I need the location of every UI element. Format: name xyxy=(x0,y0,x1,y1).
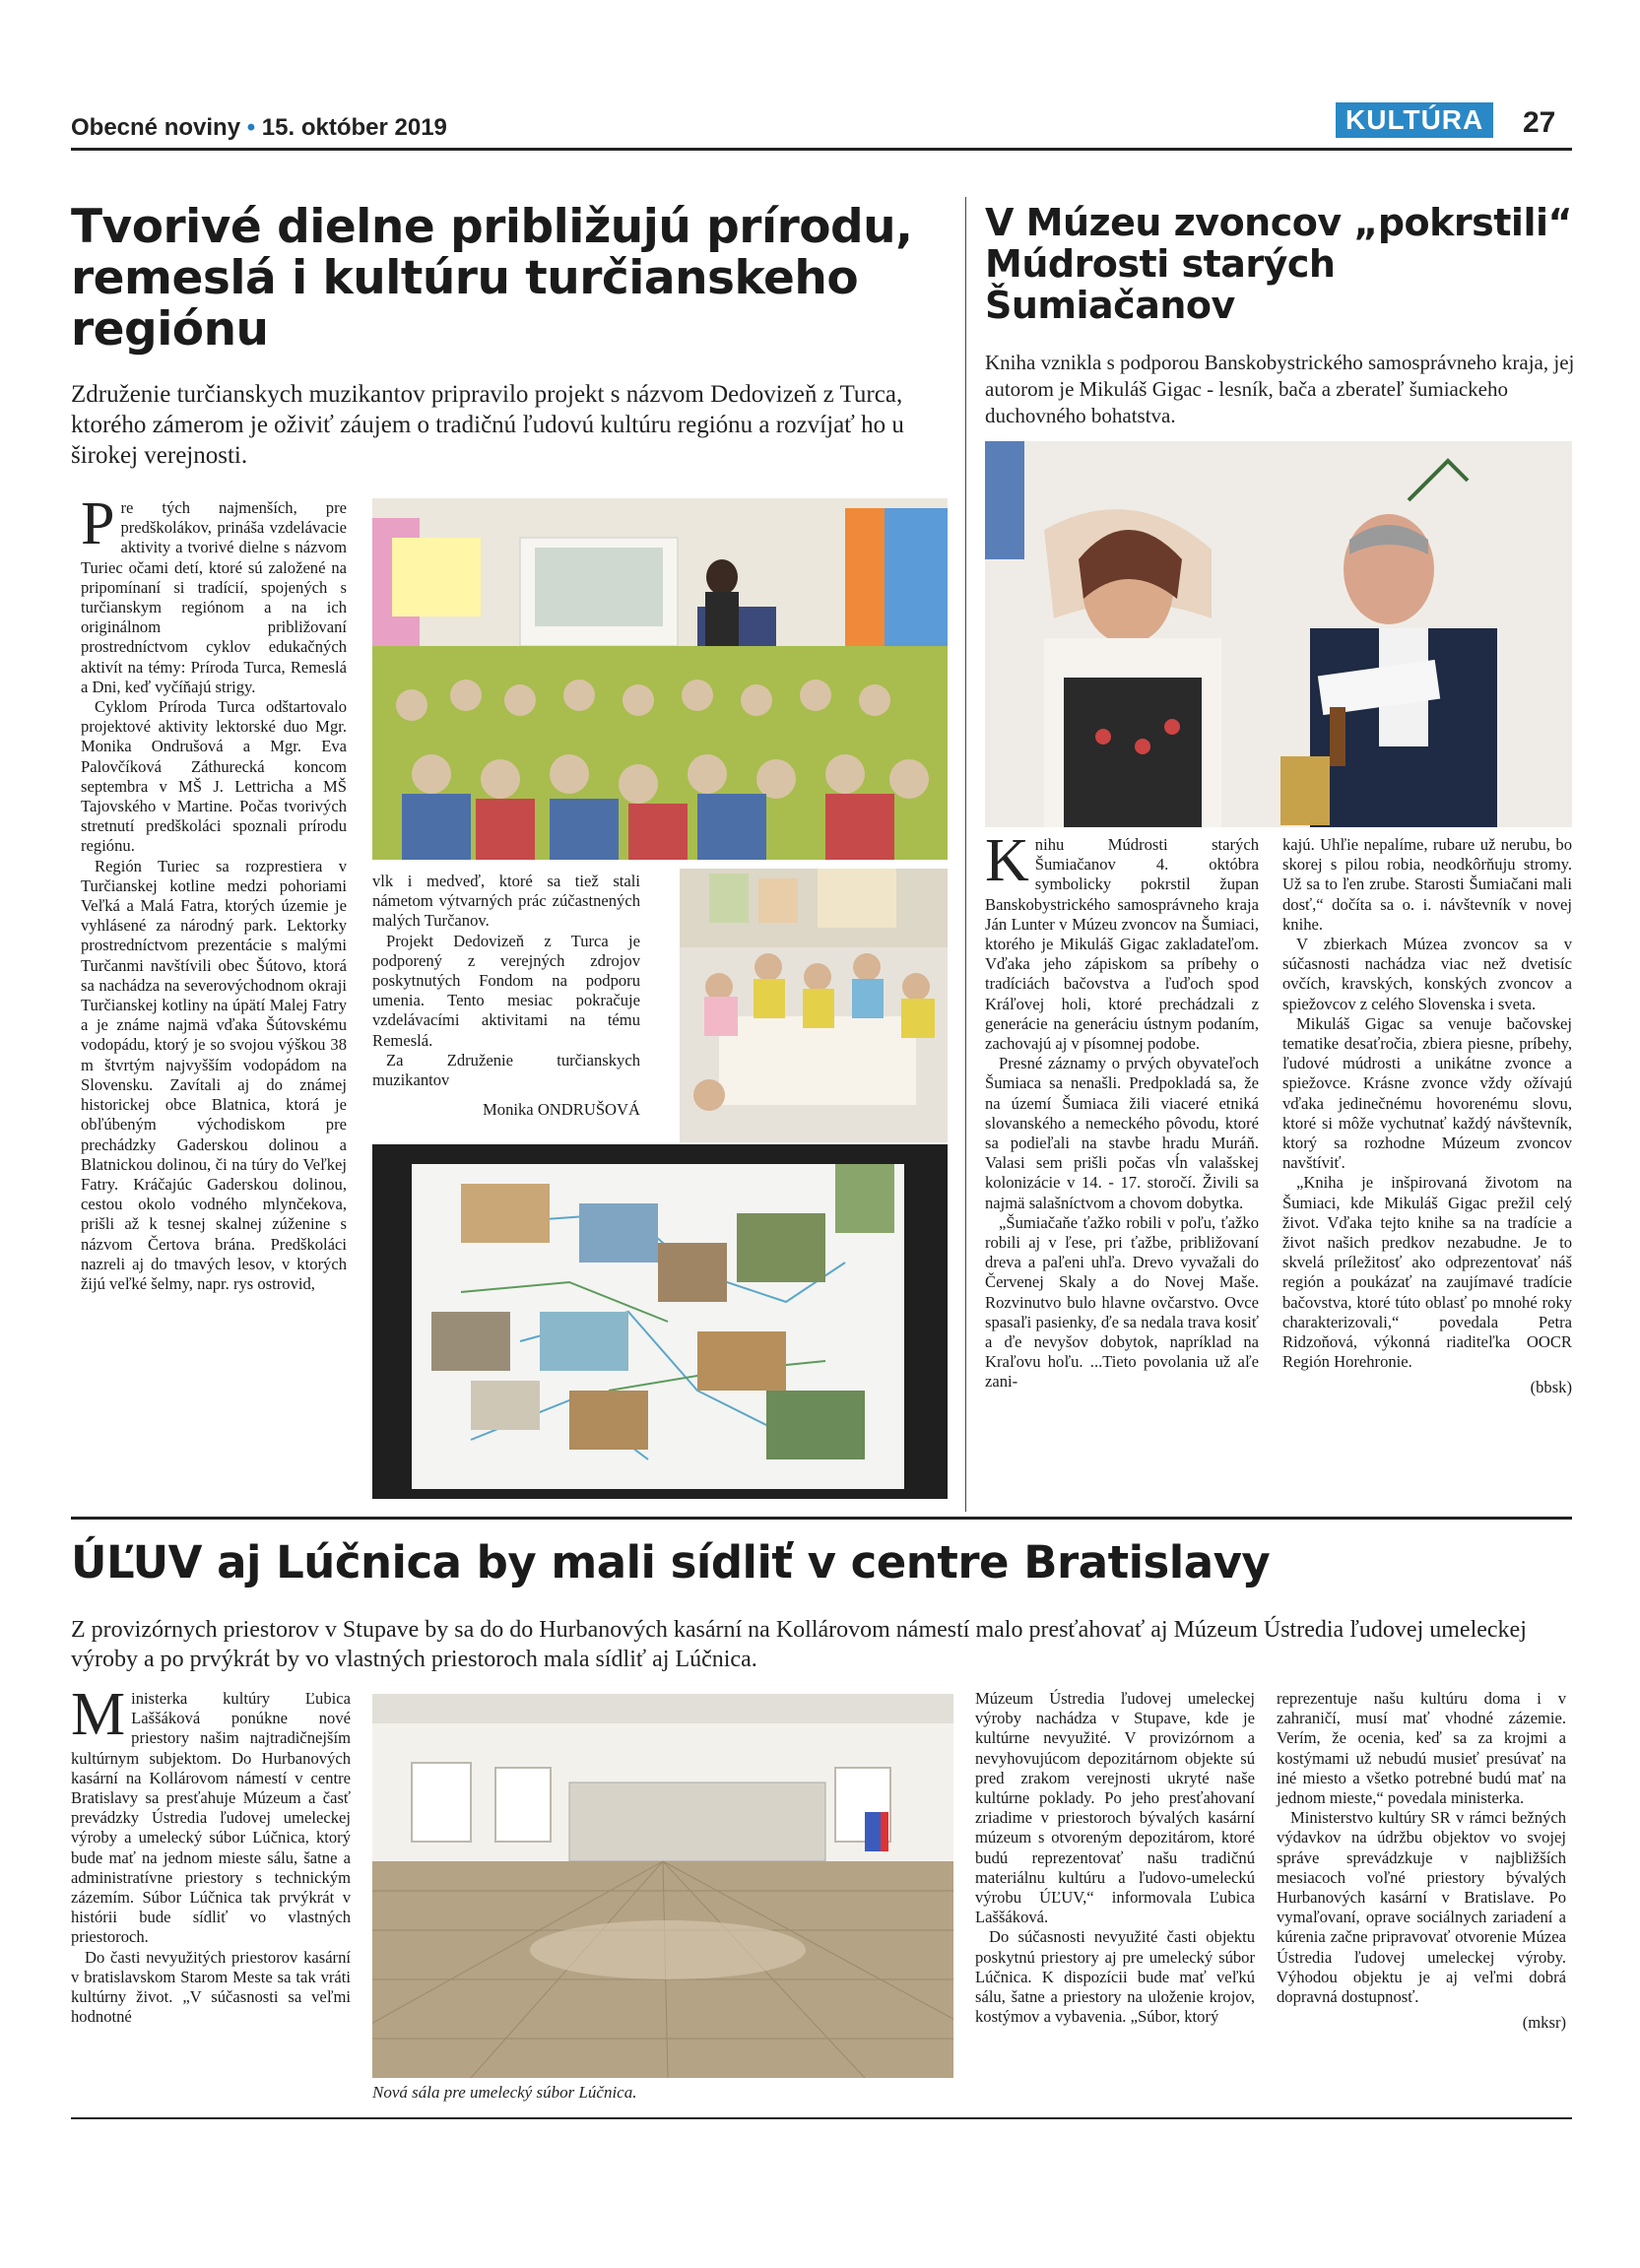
paragraph: vlk i medveď, ktoré sa tiež stali námetom výtvarných prác zúčastnených malých Turčanov. xyxy=(372,872,640,931)
paper-name: Obecné noviny xyxy=(71,114,241,141)
section-rule xyxy=(71,1517,1572,1520)
article3-lead: Z provizórnych priestorov v Stupave by sa do do Hurbanových kasární na Kollárovom námestí malo presťahovať aj Múzeum Ústredia ľudovej umeleckej výroby a po prvýkrát by vo vlastných priestoroch mala sídliť aj Lúčnica. xyxy=(71,1617,1527,1672)
separator-dot: • xyxy=(246,114,262,141)
photo-caption: Nová sála pre umelecký súbor Lúčnica. xyxy=(372,2083,637,2102)
book-christening-photo xyxy=(985,441,1572,827)
article1-title: Tvorivé dielne približujú prírodu, remeslá i kultúru turčianskeho regiónu xyxy=(71,200,913,356)
paragraph: reprezentuje našu kultúru doma i v zahraničí, musí mať vhodné zázemie. Verím, že ocenia, keď sa za krojmi a kostýmami už nebudú musieť presúvať na iné miesto a všetko potrebné budú mať na jednom mieste,“ povedala ministerka. xyxy=(1277,1689,1566,1808)
article2-col1 xyxy=(985,827,1259,1393)
paragraph: Projekt Dedovizeň z Turca je podporený z verejných zdrojov poskytnutých Fondom na podporu umenia. Tento mesiac pokračuje vzdelávacími aktivitami na tému Remeslá. xyxy=(372,931,640,1050)
paragraph: Región Turiec sa rozprestiera v Turčianskej kotline medzi pohoriami Veľká a Malá Fatra, ktorých územie je vyhlásené za národný park. Lektorky prostredníctvom prezentácie s malými Turčanmi navštívili obec Šútovo, ktorá sa nachádza na severovýchodnom okraji Turčianskej kotliny na úpätí Malej Fatry a je známe najmä vďaka Šútovskému vodopádu, ktorý je so svojou výškou 38 m štvrtým najvyšším vodopádom na Slovensku. Zavítali aj do známej historickej obce Blatnica, ktorá je obľúbeným východiskom pre prechádzky Gaderskou dolinou a Blatnickou dolinou, či na túry do Veľkej Fatry. Kráčajúc Gaderskou dolinou, cestou okolo vodného mlynčekova, prišli až k tesnej skalnej zúženine s názvom Čertova brána. Predškoláci nazreli aj do tmavých lesov, v ktorých žijú veľké šelmy, napr. rys ostrovid, xyxy=(81,856,347,1293)
animal-board-photo xyxy=(372,1144,948,1499)
paragraph: Mikuláš Gigac sa venuje bačovskej tematike desaťročia, zbiera piesne, príbehy, ľudové múdrosti a unikátne zvonce a spiežovce. Krásne zvonce vždy ožívajú vďaka jedinečnému hovorenému slovu, ktoré si môže vychutnať každý návštevník, ktorý sa rozhodne Múzeum zvoncov navštíviť. xyxy=(1282,1013,1572,1173)
paragraph: kajú. Uhľie nepalíme, rubare už nerubu, bo skorej s pilou robia, neodkôrňuju stromy. Už sa to ľen zrube. Starosti Šumiačani mali dosť,“ dočíta sa o. i. návštevník v novej knihe. xyxy=(1282,835,1572,934)
article3-col1 xyxy=(71,1681,351,2027)
paragraph: „Šumiačaňe ťažko robili v poľu, ťažko robili aj v ľese, pri ťažbe, približovaní dreva a paľeni uhľa. Drevo vyvažali do Červenej Skaly a do Novej Maše. Rozvinutvo bulo hlavne ovčarstvo. Ovce spasaľi pasienky, ďe sa nedala trava kosiť a ďe nevyšov dobytok, napríklad na Kraľovu hoľu. ...Tieto povolania už aľe zani- xyxy=(985,1212,1259,1392)
paragraph: Múzeum Ústredia ľudovej umeleckej výroby nachádza v Stupave, kde je kultúrne nevyužité. V provizórnom a nevyhovujúcom depozitárnom objekte sú pred zrakom verejnosti ukryté naše kultúrne poklady. Po jeho presťahovaní zriadime v priestoroch bývalých kasární múzeum s otvoreným depozitárom, ktoré budú reprezentovať našu tradičnú materiálnu kultúru a ľudovo-umeleckú výrobu ÚĽUV,“ informovala Ľubica Laššáková. xyxy=(975,1689,1255,1927)
paragraph: „Kniha je inšpirovaná životom na Šumiaci, kde Mikuláš Gigac prežil celý život. Vďaka tejto knihe sa na tradície a život našich predkov nezabudne. Je to skvelá príležitosť ako odprezentovať náš región a poukázať na zaujímavé tradície bačovstva, ktoré túto oblasť po mnohé roky charakterizovali,“ povedala Petra Ridzoňová, výkonná riaditeľka OOCR Región Horehronie. xyxy=(1282,1173,1572,1372)
paragraph: Do súčasnosti nevyužité časti objektu poskytnú priestory aj pre umelecký súbor Lúčnica. K dispozícii bude mať veľkú sálu, šatne a priestory na uloženie krojov, kostýmov a vybavenia. „Súbor, ktorý xyxy=(975,1927,1255,2027)
paragraph: Presné záznamy o prvých obyvateľoch Šumiaca sa nenašli. Predpokladá sa, že na území Šumiaca žili viaceré etniká slovanského a nemeckého pôvodu, ktoré sa podieľali na stavbe hradu Muráň. Valasi sem prišli počas vĺn valašskej kolonizácie v 14. - 17. storočí. Živili sa najmä salašníctvom a chovom dobytka. xyxy=(985,1054,1259,1212)
column-divider xyxy=(965,197,966,1512)
paragraph: re tých najmenších, pre predškolákov, prináša vzdelávacie aktivity a tvorivé dielne s názvom Turiec očami detí, ktoré sú založené na pripomínaní si tradícií, spojených s turčianskym regiónom a na ich originálnom približovaní prostredníctvom cyklov edukačných aktivít na témy: Príroda Turca, Remeslá a Dni, keď vyčíňajú strigy. xyxy=(81,498,347,696)
animal-board-illustration xyxy=(372,1144,948,1499)
hall-illustration xyxy=(372,1694,953,2078)
issue-date: 15. október 2019 xyxy=(261,114,447,141)
article1-signature: Monika ONDRUŠOVÁ xyxy=(483,1100,640,1120)
article3-col2 xyxy=(975,1689,1255,2027)
article3-signature: (mksr) xyxy=(1522,2013,1566,2033)
article1-col2 xyxy=(372,872,640,1120)
dropcap: M xyxy=(71,1681,126,1748)
dance-hall-photo xyxy=(372,1694,953,2078)
section-label: KULTÚRA xyxy=(1336,102,1493,138)
article3-col3 xyxy=(1277,1689,1566,2033)
children-drawing-photo xyxy=(680,869,948,1142)
article3-title: ÚĽUV aj Lúčnica by mali sídliť v centre Bratislavy xyxy=(71,1536,1271,1588)
paragraph: inisterka kultúry Ľubica Laššáková ponúkne nové priestory našim najtradičnejším kultúrnym subjektom. Do Hurbanových kasární na Kollárovom námestí v centre Bratislavy sa presťahuje Múzeum a časť prevádzky Ústredia ľudovej umeleckej výroby a umelecký súbor Lúčnica, ktorý bude mať na jednom mieste sálu, šatne a administratívne priestory s technickým zázemím. Súbor Lúčnica tak prvýkrát v histórii bude sídliť vo vlastných priestoroch. xyxy=(71,1689,351,1947)
classroom-illustration xyxy=(372,498,948,860)
article2-signature: (bbsk) xyxy=(1530,1378,1572,1397)
footer-rule xyxy=(71,2117,1572,2119)
page-number: 27 xyxy=(1523,106,1556,139)
classroom-photo xyxy=(372,498,948,860)
paragraph: Do časti nevyužitých priestorov kasární v bratislavskom Starom Meste sa tak vráti kultúrny život. „V súčasnosti sa veľmi hodnotné xyxy=(71,1947,351,2027)
paragraph: Za Združenie turčianskych muzikantov xyxy=(372,1050,640,1090)
article1-col1 xyxy=(81,490,347,1294)
header-rule xyxy=(71,148,1572,151)
paragraph: V zbierkach Múzea zvoncov sa v súčasnosti nachádza viac než dvetisíc ovčích, kravských, konských zvoncov a spiežovcov z celého Slovenska i sveta. xyxy=(1282,935,1572,1013)
article2-lead: Kniha vznikla s podporou Banskobystrického samosprávneho kraja, jej autorom je Mikuláš Gigac - lesník, bača a zberateľ šumiackeho duchovného bohatstva. xyxy=(985,351,1575,427)
dropcap: K xyxy=(985,827,1029,894)
paragraph: Cyklom Príroda Turca odštartovalo projektové aktivity lektorské duo Mgr. Monika Ondrušová a Mgr. Eva Palovčíková Záthurecká koncom septembra v MŠ J. Lettricha a MŠ Tajovského v Martine. Počas tvorivých stretnutí predškoláci spoznali prírodu regiónu. xyxy=(81,697,347,856)
article1-lead: Združenie turčianskych muzikantov pripravilo projekt s názvom Dedovizeň z Turca, ktorého zámerom je oživiť záujem o tradičnú ľudovú kultúru regiónu a rozvíjať ho u širokej verejnosti. xyxy=(71,381,904,469)
article2-title: V Múzeu zvoncov „pokrstili“ Múdrosti starých Šumiačanov xyxy=(985,201,1572,327)
dropcap: P xyxy=(81,490,115,557)
christening-illustration xyxy=(985,441,1572,827)
children-illustration xyxy=(680,869,948,1142)
article2-col2 xyxy=(1282,835,1572,1398)
paragraph: Ministerstvo kultúry SR v rámci bežných výdavkov na údržbu objektov vo svojej správe sprevádzkuje v najbližších mesiacoch voľné priestory bývalých Hurbanových kasární v Bratislave. Po vymaľovaní, oprave sociálnych zariadení a kúrenia začne pripravovať otvorenie Múzea Ústredia ľudovej umeleckej výroby. Výhodou objektu je aj veľmi dobrá dopravná dostupnosť. xyxy=(1277,1808,1566,2007)
paragraph: nihu Múdrosti starých Šumiačanov 4. októbra symbolicky pokrstil župan Banskobystrického samosprávneho kraja Ján Lunter v Múzeu zvoncov na Šumiaci, ktorého je Mikuláš Gigac zakladateľom. Vďaka jeho zápiskom sa príbehy o tradíciách bačovstva a ľuďoch spod Kráľovej holi, ktoré prechádzali z generácie na generáciu ústnym podaním, zachovajú aj v písomnej podobe. xyxy=(985,835,1259,1054)
masthead xyxy=(71,114,447,142)
